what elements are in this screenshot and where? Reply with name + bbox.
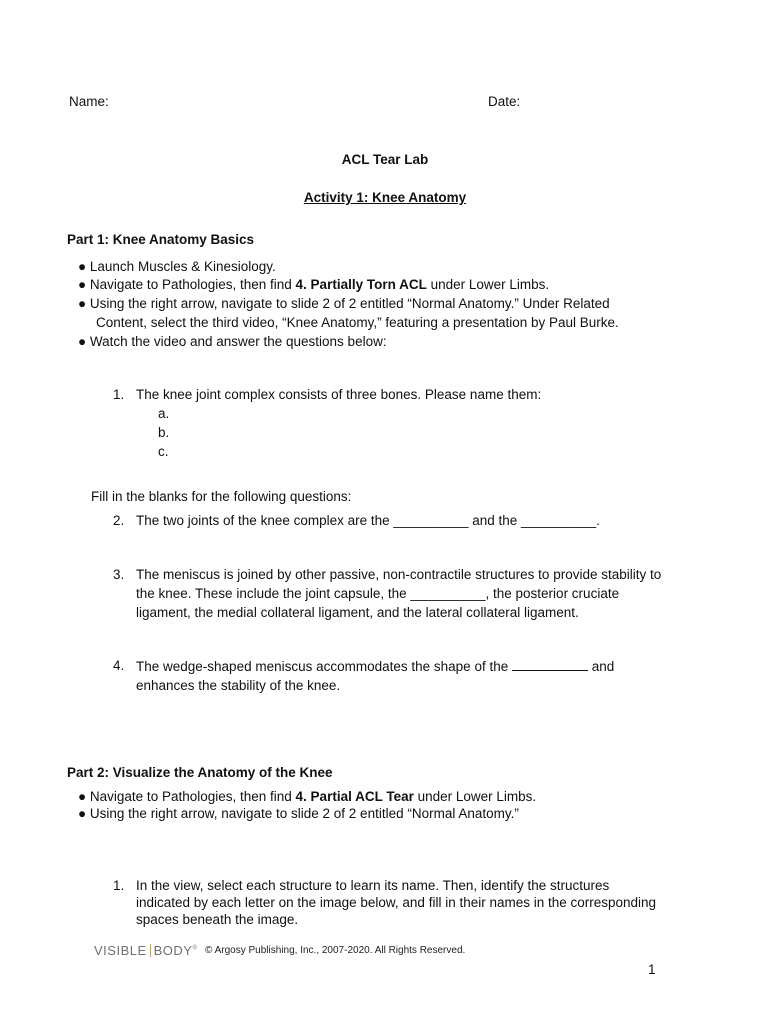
- activity-title: Activity 1: Knee Anatomy: [303, 190, 467, 205]
- part2-question-1-line-3: spaces beneath the image.: [136, 912, 299, 927]
- date-label: Date:: [488, 94, 521, 109]
- part2-question-1-line-1: In the view, select each structure to learn its name. Then, identify the structures: [136, 878, 610, 893]
- visible-body-logo: VISIBLE BODY®: [94, 943, 198, 958]
- question-3-line-3: ligament, the medial collateral ligament, and the lateral collateral ligament.: [136, 605, 579, 620]
- part1-bullet-3: ● Using the right arrow, navigate to slide 2 of 2 entitled “Normal Anatomy.” Under Related: [78, 296, 610, 311]
- question-3-line-2: the knee. These include the joint capsule, the __________, the posterior cruciate: [136, 586, 620, 601]
- part1-bullet-2: ● Navigate to Pathologies, then find 4. Partially Torn ACL under Lower Limbs.: [78, 277, 550, 292]
- part1-bullet-1: ● Launch Muscles & Kinesiology.: [78, 259, 276, 274]
- part1-bullet-3-cont: Content, select the third video, “Knee Anatomy,” featuring a presentation by Paul Burke.: [96, 315, 619, 330]
- question-2-text: The two joints of the knee complex are the __________ and the __________.: [136, 513, 600, 528]
- question-2-number: 2.: [113, 513, 125, 528]
- answer-blank: [512, 658, 588, 671]
- part2-bullet-1: ● Navigate to Pathologies, then find 4. Partial ACL Tear under Lower Limbs.: [78, 789, 537, 804]
- copyright-notice: © Argosy Publishing, Inc., 2007-2020. All Rights Reserved.: [205, 945, 466, 956]
- question-1-text: The knee joint complex consists of three bones. Please name them:: [136, 387, 542, 402]
- part2-question-1-line-2: indicated by each letter on the image below, and fill in their names in the corresponding: [136, 895, 657, 910]
- part2-heading: Part 2: Visualize the Anatomy of the Knee: [67, 765, 333, 780]
- name-label: Name:: [69, 94, 109, 109]
- part1-heading: Part 1: Knee Anatomy Basics: [67, 232, 255, 247]
- question-1-number: 1.: [113, 387, 125, 402]
- part2-bullet-2: ● Using the right arrow, navigate to slide 2 of 2 entitled “Normal Anatomy.”: [78, 806, 519, 821]
- fill-in-intro: Fill in the blanks for the following questions:: [91, 489, 352, 504]
- question-4-number: 4.: [113, 658, 125, 673]
- question-3-line-1: The meniscus is joined by other passive, non-contractile structures to provide stability to: [136, 567, 662, 582]
- part2-question-1-number: 1.: [113, 878, 125, 893]
- question-3-number: 3.: [113, 567, 125, 582]
- answer-letter-c: c.: [158, 444, 169, 459]
- answer-letter-a: a.: [158, 406, 170, 421]
- part1-bullet-4: ● Watch the video and answer the questions below:: [78, 334, 387, 349]
- question-4-line-2: enhances the stability of the knee.: [136, 678, 341, 693]
- answer-letter-b: b.: [158, 425, 170, 440]
- document-title: ACL Tear Lab: [341, 152, 429, 167]
- page-number: 1: [648, 962, 656, 977]
- question-4-line-1: The wedge-shaped meniscus accommodates the shape of the and: [136, 659, 615, 674]
